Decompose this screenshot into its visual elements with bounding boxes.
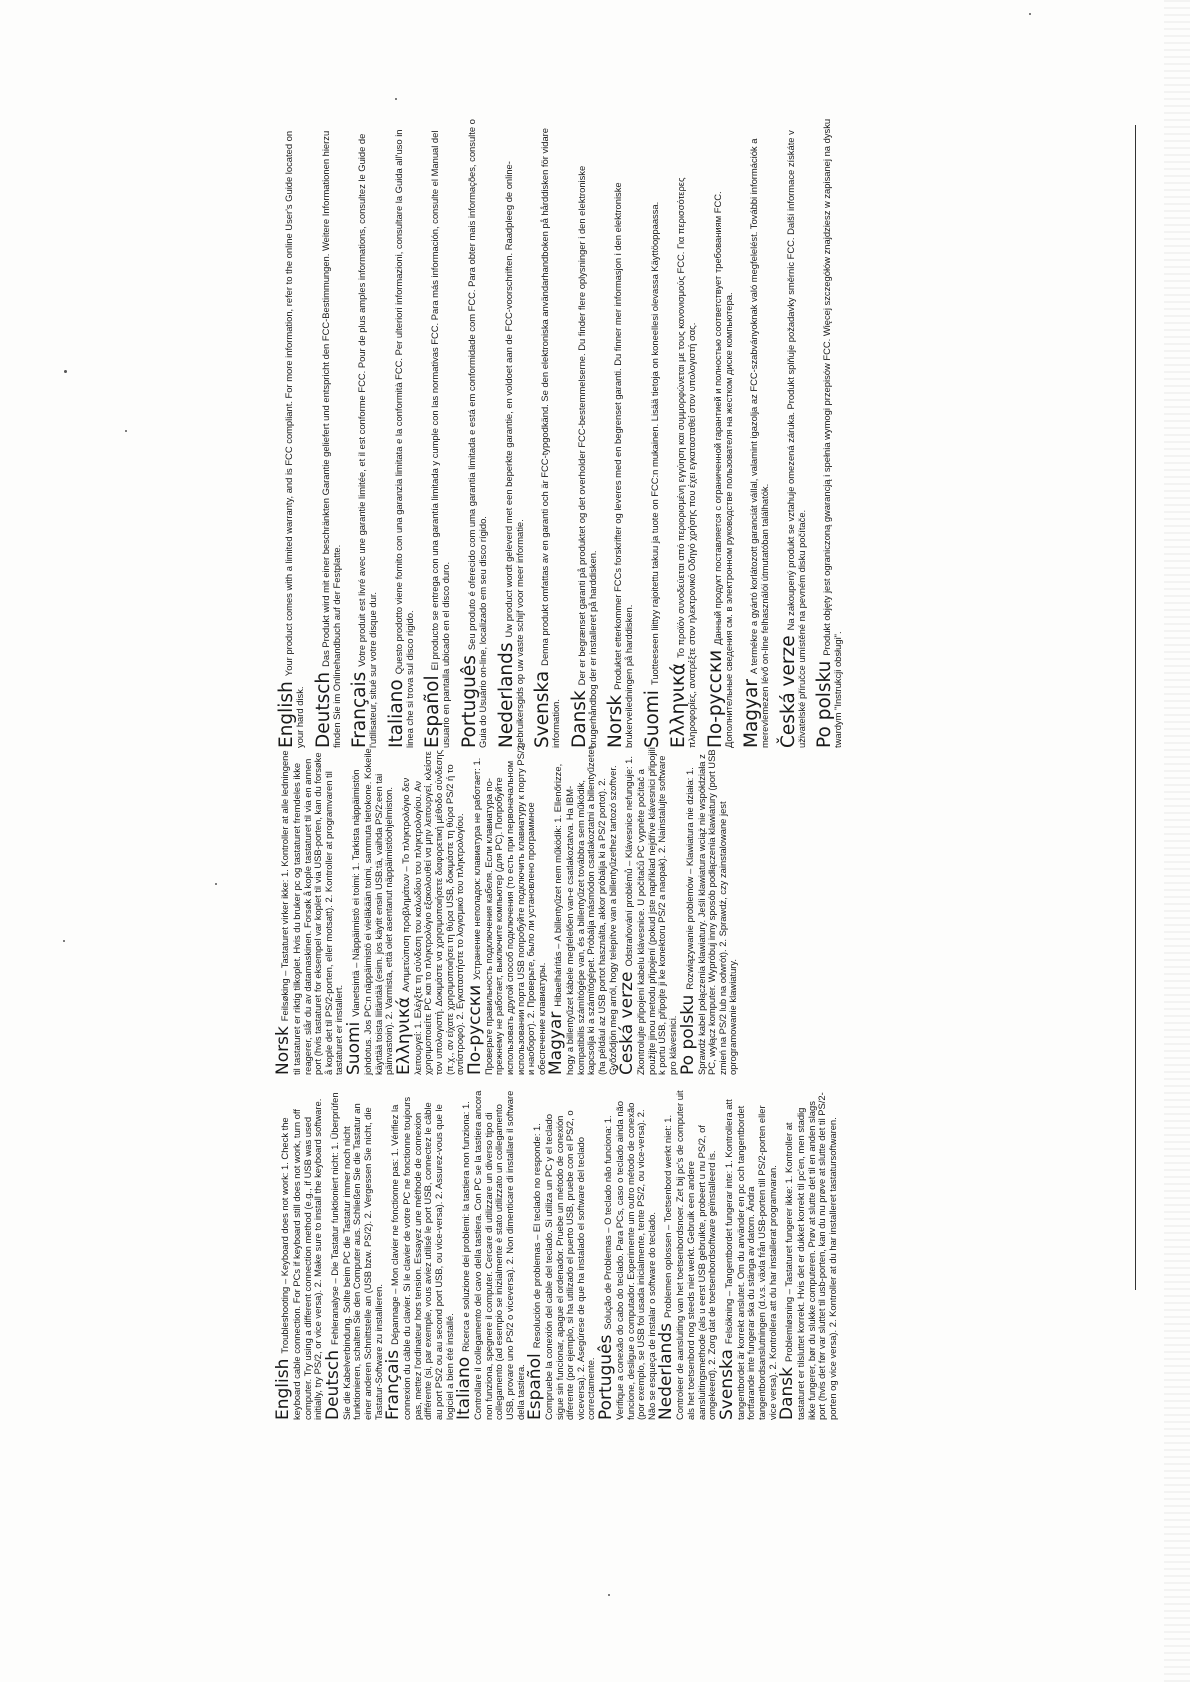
section-text: Das Produkt wird mit einer beschränkten Garantie geliefert und entspricht den FCC-Bestimmungen. Weitere Informationen hierzu finden Sie im Onlinehandbuch auf der Festplatte. xyxy=(319,130,342,748)
lang-heading: По-русски xyxy=(704,649,726,748)
lang-heading: Suomi xyxy=(343,1021,364,1075)
lang-heading: Italiano xyxy=(454,1356,475,1420)
section-text: Denna produkt omfattas av en garanti och är FCC-typgodkänd. Se den elektroniska användarhandboken på hårddisken för vidare information. xyxy=(539,127,562,748)
lang-heading: Español xyxy=(422,675,444,748)
warranty-norsk xyxy=(607,118,635,748)
lang-heading: Português xyxy=(596,1334,617,1420)
section-text: Your product comes with a limited warranty, and is FCC compliant. For more information, refer to the online User's Guide located on your hard disk. xyxy=(283,130,305,748)
section-text: Problemløsning – Tastaturet fungerer ikke: 1. Kontroller at tastaturet er tilsluttet korrekt. Hvis det er dukket korrekt til pc'en, men stadig ikke fungerer, bør du slukke computeren. Prøv at slutte det til en anden slags port (hvis det før var sluttet til usb-porten, kan du nu prøve at slutte det til PS/2-porten og vice versa). 2. Kontroller at du har installeret tastatursoftwaren. xyxy=(783,1092,838,1420)
troubleshooting-column-2 xyxy=(275,745,740,1075)
section-text: Problemen oplossen – Toetsenbord werkt niet: 1. Controleer de aansluiting van het toetsenbordsnoer. Zet bij pc's de computer uit als het toetsenbord nog steeds niet werkt. Gebruik een andere aansluitingsmethode (als u eerst USB gebruikte, probeert u nu PS/2, of omgekeerd). 2. Zorg dat de toetsenbordsoftware geïnstalleerd is. xyxy=(662,1090,718,1420)
section-text: Hibaelhárítás – A billentyűzet nem működik: 1. Ellenőrizze, hogy a billentyűzet kábele megfelelően van-e csatlakoztatva. Ha IBM-kompatibilis számítógépe van, és a billentyűzet továbbra sem működik, kapcsolja ki a számítógépet. Próbálja másmódon csatlakoztatni a billentyűzetet (ha például az USB portot használta, akkor próbálja ki a PS/2 portot). 2. Győződjön meg arról, hogy telepítve van a billentyűzethez tartozó szoftver. xyxy=(552,746,618,1075)
warranty-polsku xyxy=(816,118,844,748)
warranty-magyar xyxy=(743,118,771,748)
scan-speck xyxy=(608,1594,610,1596)
lang-heading: Français xyxy=(349,671,371,748)
warranty-cesky xyxy=(777,118,808,748)
section-espanol xyxy=(527,1090,597,1420)
section-text: Данный продукт поставляется с ограниченной гарантией и полностью соответствует требованиям FCC. Дополнительные сведения см. в электронном руководстве пользователя на жестком диске компьютера. xyxy=(711,191,734,748)
scan-speck xyxy=(1029,13,1031,15)
lang-heading: Nederlands xyxy=(495,642,517,748)
lang-heading: Ελληνικά xyxy=(667,662,689,748)
lang-heading: По-русски xyxy=(464,984,485,1075)
lang-heading: Deutsch xyxy=(322,1350,343,1420)
section-francais xyxy=(385,1090,455,1420)
section-text: Troubleshooting – Keyboard does not work: 1. Check the keyboard cable connection. For PCs if keyboard still does not work, turn off computer. Try using a different connection method (e.g., if USB was used initially, try PS/2, or vice versa). 2. Make sure to install the keyboard software. xyxy=(279,1098,324,1420)
section-text: Το προϊόν συνοδεύεται από περιορισμένη εγγύηση και συμμορφώνεται με τους κανονισμούς FCC. Για περισσότερες πληροφορίες, ανατρέξτε στον ηλεκτρονικό Οδηγό χρήσης που έχει εγκατασταθεί στον υπολογιστή σας. xyxy=(674,177,697,748)
warranty-portugues xyxy=(458,118,489,748)
warranty-english xyxy=(278,118,306,748)
lang-heading: Norsk xyxy=(605,694,627,748)
lang-heading: Po polsku xyxy=(814,660,836,748)
lang-heading: Svenska xyxy=(716,1349,737,1420)
section-portugues xyxy=(598,1090,657,1420)
lang-heading: English xyxy=(273,1358,293,1420)
lang-heading: Dansk xyxy=(568,690,590,748)
section-english xyxy=(275,1090,324,1420)
section-text: Seu produto é oferecido com uma garantia limitada e está em conformidade com FCC. Para obter mais informações, consulte o Guia do Usuário on-line, localizado em seu disco rígido. xyxy=(465,119,488,748)
section-text: Na zakoupený produkt se vztahuje omezená záruka. Produkt splňuje požadavky směrnic FCC. Další informace získáte v uživatelské příručce umístěné na pevném disku počítače. xyxy=(784,130,807,748)
section-text: A termékre a gyártó korlátozott garanciát vállal, valamint igazolja az FCC-szabványoknak való megfelelést. További információk a merevlemezen lévő on-line felhasználói útmutatóban találhatók. xyxy=(748,138,771,748)
section-text: Odstraňování problémů – Klávesnice nefunguje: 1. Zkontrolujte připojení kabelu klávesnice. U počítačů PC vypněte počítač a použijte jinou metodu připojení (pokud jste například nejdříve klávesnici připojili k portu USB, připojte ji ke konektoru PS/2 a naopak). 2. Nainstalujte software pro klávesnici. xyxy=(623,747,679,1075)
scan-speck xyxy=(395,98,397,100)
section-deutsch xyxy=(322,1090,384,1420)
section-nederlands xyxy=(658,1090,717,1420)
lang-heading: English xyxy=(276,681,297,748)
section-text: Produkt objęty jest ograniczoną gwarancją i spełnia wymogi przepisów FCC. Więcej szczegółów znajdziesz w zapisanej na dysku twardym "Instrukcji obsługi". xyxy=(821,118,844,748)
section-text: Vianetsintä – Näppäimistö ei toimi: 1. Tarkista näppäimistön johdotus. Jos PC:n näppäimistö ei vieläkään toimi, sammuta tietokone. Kokeile käyttää toista liitäntää (esim. jos käytit ensin USB:tä, vaihda PS/2:een tai päinvastoin). 2. Varmista, että olet asentanut näppäimistöohjelmiston. xyxy=(349,748,395,1075)
divider-line xyxy=(1135,125,1136,1290)
section-text: Устранение неполадок: клавиатура не работает: 1. Проверьте правильность подключения кабеля. Если клавиатура по-прежнему не работает, выключите компьютер (для PC). Попробуйте использовать другой способ подключения (то есть при первоначальном использовании порта USB попробуйте подключить клавиатуру к порту PS/2 и наоборот). 2. Проверьте, было ли установлено программное обеспечение клавиатуры. xyxy=(470,745,547,1075)
lang-heading: Česká verze xyxy=(777,635,799,748)
section-text: Dépannage – Mon clavier ne fonctionne pas: 1. Vérifiez la connexion du câble du clavier. Si le clavier de votre PC ne fonctionne toujours pas, mettez l'ordinateur hors tension. Essayez une méthode de connexion différente (si, par exemple, vous aviez utilisé le port USB, connectez le câble au port PS/2 ou au second port USB, ou vice-versa). 2. Assurez-vous que le logiciel a bien été installé. xyxy=(389,1096,455,1420)
section-italiano xyxy=(456,1090,526,1420)
section-text: Uw product wordt geleverd met een beperkte garantie, en voldoet aan de FCC-voorschriften. Raadpleeg de online-gebruikersgids op uw vaste schijf voor meer informatie. xyxy=(502,161,525,748)
lang-heading: Français xyxy=(383,1349,404,1420)
lang-heading: Español xyxy=(525,1353,546,1420)
lang-heading: Norsk xyxy=(273,1026,293,1075)
lang-heading: Dansk xyxy=(777,1367,798,1420)
section-text: El producto se entrega con una garantía limitada y cumple con las normativas FCC. Para más información, consulte el Manual del usuario en pantalla ubicado en el disco duro. xyxy=(429,130,452,748)
section-text: Feilsøking – Tastaturet virker ikke: 1. Kontroller at alle ledningene til tastaturet er riktig tilkoplet. Hvis du bruker pc og tastaturet fremdeles ikke reagerer, slår du av datamaskinen. Forsøk å kople tastaturet til via en annen port (hvis tastaturet for eksempel var koplet til via USB-porten, kan du forsøke å kople det til PS/2-porten, eller motsatt). 2. Kontroller at programvaren til tastaturet er installert. xyxy=(279,750,345,1075)
section-cesky xyxy=(619,745,678,1075)
lang-heading: Suomi xyxy=(641,690,663,748)
section-text: Rozwiązywanie problemów – Klawiatura nie działa: 1. Sprawdź kabel połączenia klawiatury. Jeśli klawiatura wciąż nie współdziała z PC, wyłącz komputer. Wypróbuj inny sposób podłączenia klawiatury (port USB zmień na PS/2 lub na odwrót). 2. Sprawdź, czy zainstalowane jest oprogramowanie klawiatury. xyxy=(683,749,739,1075)
troubleshooting-column-1 xyxy=(275,1090,840,1420)
warranty-espanol xyxy=(424,118,452,748)
section-text: Ricerca e soluzione dei problemi: la tastiera non funziona: 1. Controllare il collegamento del cavo della tastiera. Con PC se la tastiera ancora non funziona, spegnere il computer. Cercare di utilizzare un diverso tipo di collegamento (ad esempio se inizialmente è stato utilizzato un collegamento USB, provare uno PS/2 o viceversa). 2. Non dimenticare di installare il software della tastiera. xyxy=(460,1090,526,1420)
warranty-italiano xyxy=(385,118,416,748)
section-ellinika xyxy=(393,745,466,1075)
section-text: Fehleranalyse – Die Tastatur funktioniert nicht: 1. Überprüfen Sie die Kabelverbindung. Sollte beim PC die Tastatur immer noch nicht funktionieren, schalten Sie den Computer aus. Schließen Sie die Tastatur an einer anderen Schnittstelle an (USB bzw. PS/2). 2. Vergessen Sie nicht, die Tastatur-Software zu installieren. xyxy=(328,1092,384,1420)
rotated-content xyxy=(0,120,1190,1420)
warranty-francais xyxy=(351,118,379,748)
warranty-russian xyxy=(704,118,735,748)
section-text: Votre produit est livré avec une garantie limitée, et il est conforme FCC. Pour de plus amples informations, consultez le Guide de l'utilisateur, situé sur votre disque dur. xyxy=(356,133,379,748)
section-svenska xyxy=(716,1090,778,1420)
lang-heading: Svenska xyxy=(532,670,554,748)
lang-heading: Italiano xyxy=(385,679,407,748)
section-text: Solução de Problemas – O teclado não funciona: 1. Verifique a conexão do cabo do teclado. Para PCs, caso o teclado ainda não funcione, desligue o computador. Experimente um outro método de conexão (por exemplo, se USB foi usada inicialmente, tente PS/2, ou vice-versa). 2. Não se esqueça de instalar o software do teclado. xyxy=(602,1101,657,1420)
warranty-column xyxy=(278,118,853,748)
section-suomi xyxy=(343,745,395,1075)
section-polsku xyxy=(677,745,739,1075)
section-dansk xyxy=(779,1090,838,1420)
lang-heading: Česká verze xyxy=(617,971,638,1075)
lang-heading: Nederlands xyxy=(656,1323,677,1420)
section-norsk xyxy=(275,745,345,1075)
warranty-dansk xyxy=(568,118,599,748)
section-text: Der er begrænset garanti på produktet og det overholder FCC-bestemmelserne. Du finder flere oplysninger i den elektroniske brugerhåndbog der er installeret på harddisken. xyxy=(575,165,598,748)
warranty-nederlands xyxy=(495,118,526,748)
section-russian xyxy=(464,745,548,1075)
lang-heading: Po polsku xyxy=(677,994,698,1075)
lang-heading: Magyar xyxy=(741,679,763,748)
warranty-svenska xyxy=(534,118,562,748)
warranty-deutsch xyxy=(312,118,343,748)
section-text: Felsökning – Tangentbordet fungerar inte: 1. Kontrollera att tangentbordet är korrekt anslutet. Om du använder en pc och tangentbordet fortfarande inte fungerar ska du stänga av datorn. Ändra tangentbordsanslutningen (d.v.s. växla från USB-porten till PS/2-porten eller vice versa). 2. Kontrollera att du har installerat programvaran. xyxy=(722,1099,778,1420)
lang-heading: Português xyxy=(458,655,480,748)
lang-heading: Ελληνικά xyxy=(393,996,414,1075)
warranty-suomi xyxy=(641,118,663,748)
section-text: Produktet etterkommer FCCs forskrifter og leveres med en begrenset garanti. Du finner mer informasjon i den elektroniske brukerveiledningen på harddisken. xyxy=(612,182,635,748)
section-text: Resolución de problemas – El teclado no responde: 1. Compruebe la conexión del cable del teclado. Si utiliza un PC y el teclado sigue sin funcionar, apague el ordenador. Pruebe un método de conexión diferente (por ejemplo, si ha utilizado el puerto USB, pruebe con el PS/2, o viceversa). 2. Asegúrese de que ha instalado el software del teclado correctamente. xyxy=(531,1110,597,1420)
lang-heading: Magyar xyxy=(546,1011,567,1075)
warranty-ellinika xyxy=(667,118,698,748)
section-text: Tuotteeseen liittyy rajoitettu takuu ja tuote on FCC:n mukainen. Lisää tietoja on koneellesi olevassa Käyttöoppaassa. xyxy=(648,201,660,686)
section-magyar xyxy=(548,745,618,1075)
section-text: Questo prodotto viene fornito con una garanzia limitata e la conformità FCC. Per ulteriori informazioni, consultare la Guida all'uso in linea che si trova sul disco rigido. xyxy=(392,129,415,748)
section-text: Αντιμετώπιση προβλημάτων – Το πληκτρολόγιο δεν λειτουργεί: 1. Ελέγξτε τη σύνδεση του καλωδίου του πληκτρολογίου. Αν χρησιμοποιείτε PC και το πληκτρολόγιο εξακολουθεί να μην λειτουργεί, κλείστε τον υπολογιστή. Δοκιμάστε να χρησιμοποιήσετε διαφορετική μέθοδο σύνδεσης (π.χ., αν είχατε χρησιμοποιήσει τη θύρα USB, δοκιμάστε τη θύρα PS/2 ή το αντίστροφο). 2. Εγκαταστήστε το λογισμικό του πληκτρολογίου. xyxy=(399,749,466,1075)
lang-heading: Deutsch xyxy=(312,671,334,748)
